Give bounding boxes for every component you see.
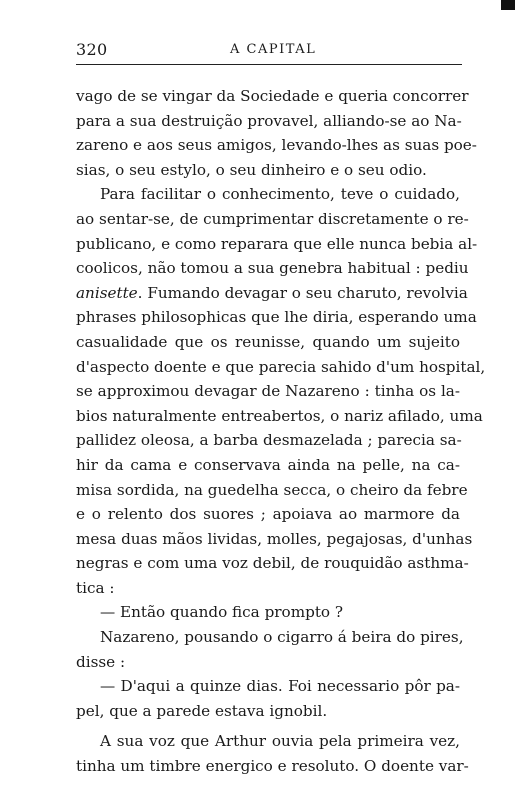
text-line-with-italic xyxy=(76,281,468,306)
text-line: disse : xyxy=(76,652,126,671)
dialogue-line: — Então quando fica prompto ? xyxy=(100,603,344,622)
text-line: misa sordida, na guedelha secca, o cheiro da febre xyxy=(76,480,468,499)
text-line: tinha um timbre energico e resoluto. O doente var- xyxy=(76,757,469,776)
text-line: sias, o seu estylo, o seu dinheiro e o seu odio. xyxy=(76,160,427,179)
text-line: bios naturalmente entreabertos, o nariz afilado, uma xyxy=(76,406,483,425)
dialogue-line: — D'aqui a quinze dias. Foi necessario pôr pa- xyxy=(100,677,460,696)
text-line: vago de se vingar da Sociedade e queria concorrer xyxy=(76,87,469,105)
text-line: phrases philosophicas que lhe diria, esperando uma xyxy=(76,308,477,327)
page-number: 320 xyxy=(76,40,108,59)
text-body xyxy=(76,84,486,779)
paragraph-start: Para facilitar o conhecimento, teve o cuidado, xyxy=(100,185,460,204)
text-line: casualidade que os reunisse, quando um sujeito xyxy=(76,332,460,351)
text-line: negras e com uma voz debil, de rouquidão asthma- xyxy=(76,554,469,573)
italic-word: anisette xyxy=(76,283,138,302)
page-header xyxy=(76,40,462,62)
text-line: e o relento dos suores ; apoiava ao marmore da xyxy=(76,505,460,524)
running-title: A CAPITAL xyxy=(230,42,317,57)
text-line: pallidez oleosa, a barba desmazelada ; parecia sa- xyxy=(76,431,462,450)
paragraph-start: Nazareno, pousando o cigarro á beira do pires, xyxy=(100,628,464,647)
text-line: para a sua destruição provavel, alliando-se ao Na- xyxy=(76,111,462,130)
text-line: d'aspecto doente e que parecia sahido d'um hospital, xyxy=(76,357,486,376)
text-line: hir da cama e conservava ainda na pelle, na ca- xyxy=(76,455,460,474)
text-line: zareno e aos seus amigos, levando-lhes as suas poe- xyxy=(76,136,477,155)
text-line: mesa duas mãos lividas, molles, pegajosas, d'unhas xyxy=(76,529,473,548)
text-line: se approximou devagar de Nazareno : tinha os la- xyxy=(76,382,460,401)
header-rule xyxy=(76,64,462,65)
text-line-rest: . Fumando devagar o seu charuto, revolvia xyxy=(137,283,468,302)
text-line: ao sentar-se, de cumprimentar discretamente o re- xyxy=(76,209,469,228)
text-line: pel, que a parede estava ignobil. xyxy=(76,701,328,720)
text-line: publicano, e como reparara que elle nunca bebia al- xyxy=(76,234,478,253)
paragraph-start: A sua voz que Arthur ouvia pela primeira vez, xyxy=(100,732,460,751)
text-line: tica : xyxy=(76,578,115,597)
text-line: coolicos, não tomou a sua genebra habitual : pediu xyxy=(76,259,469,278)
scan-edge xyxy=(501,0,515,10)
